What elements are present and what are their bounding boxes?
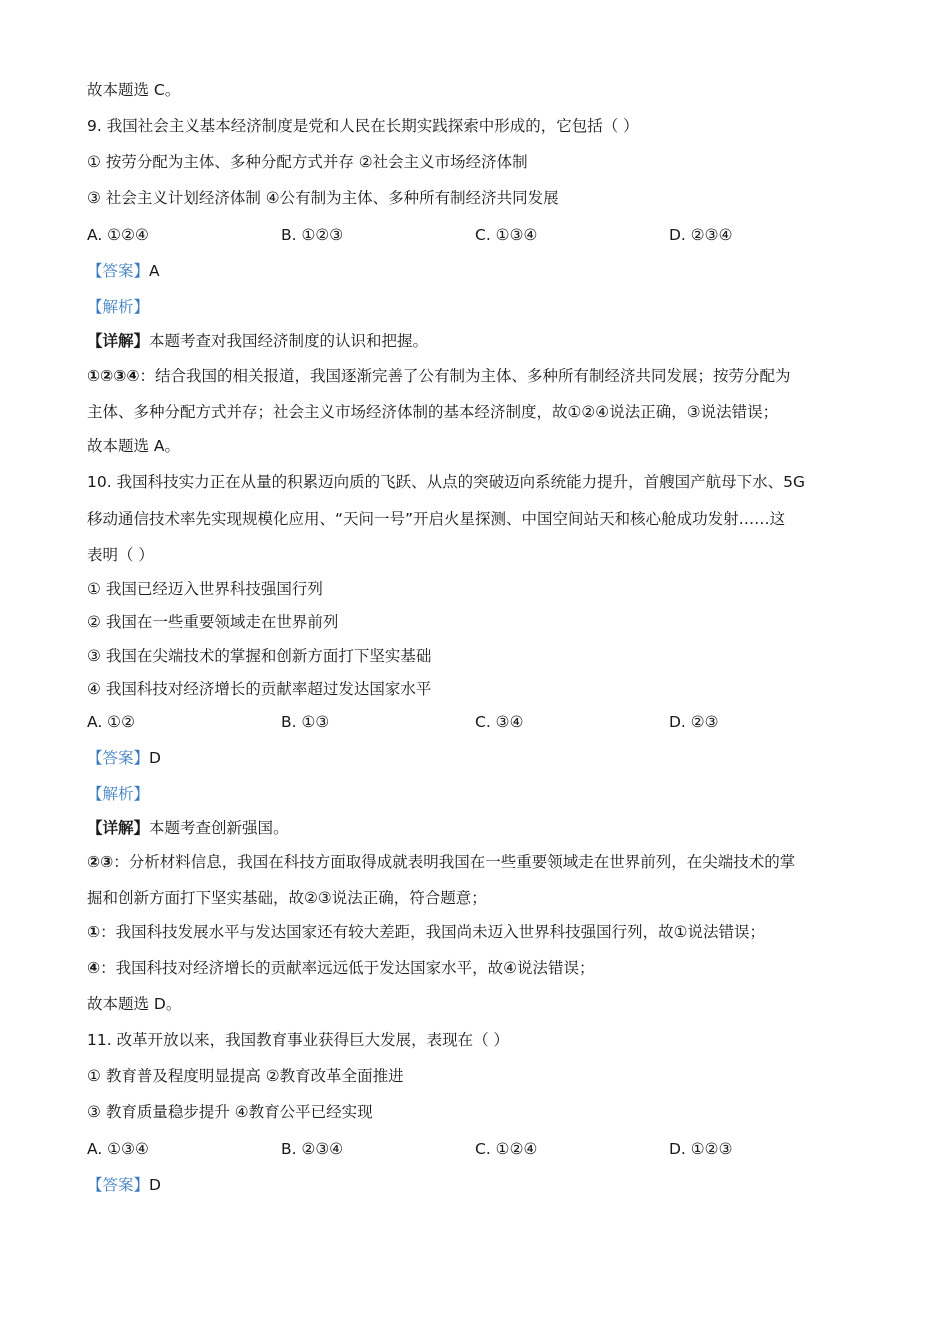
q11-answer xyxy=(87,1175,161,1195)
q10-option-d: D. ②③ xyxy=(669,713,719,731)
q10-statement: ② 我国在一些重要领域走在世界前列 xyxy=(87,613,339,631)
q11-option-d: D. ①②③ xyxy=(669,1140,733,1158)
q9-option-a: A. ①②④ xyxy=(87,226,149,244)
answer-value: A xyxy=(149,262,160,280)
q10-explanation-line xyxy=(87,922,765,942)
q9-option-d: D. ②③④ xyxy=(669,226,733,244)
explanation-text: ：分析材料信息，我国在科技方面取得成就表明我国在一些重要领域走在世界前列，在尖端技术的掌 xyxy=(113,853,796,871)
q10-analysis-tag: 【解析】 xyxy=(87,785,150,803)
q11-option-b: B. ②③④ xyxy=(281,1140,344,1158)
q10-stem-line: 移动通信技术率先实现规模化应用、“天问一号”开启火星探测、中国空间站天和核心舱成功发射……这 xyxy=(87,510,786,528)
q9-statement-line: ① 按劳分配为主体、多种分配方式并存 ②社会主义市场经济体制 xyxy=(87,153,528,171)
answer-value: D xyxy=(149,749,161,767)
q10-statement: ① 我国已经迈入世界科技强国行列 xyxy=(87,580,323,598)
answer-value: D xyxy=(149,1176,161,1194)
answer-tag: 【答案】 xyxy=(87,1176,150,1194)
explanation-text: ：我国科技发展水平与发达国家还有较大差距，我国尚未迈入世界科技强国行列，故①说法错误； xyxy=(100,923,766,941)
q10-answer xyxy=(87,748,161,768)
q10-detail xyxy=(87,818,289,838)
q9-conclusion: 故本题选 A。 xyxy=(87,437,181,455)
q10-explanation-line xyxy=(87,958,595,978)
q8-conclusion: 故本题选 C。 xyxy=(87,81,181,99)
q9-explanation-line: 主体、多种分配方式并存；社会主义市场经济体制的基本经济制度，故①②④说法正确，③说法错误； xyxy=(87,403,779,421)
q10-stem-line: 10. 我国科技实力正在从量的积累迈向质的飞跃、从点的突破迈向系统能力提升，首艘国产航母下水、5G xyxy=(87,473,805,491)
q9-analysis-tag: 【解析】 xyxy=(87,298,150,316)
detail-tag: 【详解】 xyxy=(87,819,150,837)
answer-tag: 【答案】 xyxy=(87,749,150,767)
q10-statement: ③ 我国在尖端技术的掌握和创新方面打下坚实基础 xyxy=(87,647,432,665)
q9-option-c: C. ①③④ xyxy=(475,226,538,244)
q10-explanation-line: 掘和创新方面打下坚实基础，故②③说法正确，符合题意； xyxy=(87,889,487,907)
q9-stem: 9. 我国社会主义基本经济制度是党和人民在长期实践探索中形成的，它包括（ ） xyxy=(87,117,639,135)
q11-stem: 11. 改革开放以来，我国教育事业获得巨大发展，表现在（ ） xyxy=(87,1031,510,1049)
detail-text: 本题考查创新强国。 xyxy=(149,819,289,837)
q10-option-a: A. ①② xyxy=(87,713,135,731)
detail-tag: 【详解】 xyxy=(87,332,150,350)
q10-statement: ④ 我国科技对经济增长的贡献率超过发达国家水平 xyxy=(87,680,432,698)
q9-detail xyxy=(87,331,428,351)
q11-statement-line: ① 教育普及程度明显提高 ②教育改革全面推进 xyxy=(87,1067,404,1085)
explanation-prefix: ① xyxy=(87,923,101,941)
q9-statement-line: ③ 社会主义计划经济体制 ④公有制为主体、多种所有制经济共同发展 xyxy=(87,189,559,207)
explanation-prefix: ①②③④ xyxy=(87,367,140,385)
q9-explanation-line xyxy=(87,366,791,386)
q11-option-a: A. ①③④ xyxy=(87,1140,149,1158)
q9-option-b: B. ①②③ xyxy=(281,226,344,244)
q9-answer xyxy=(87,261,160,281)
q11-option-c: C. ①②④ xyxy=(475,1140,538,1158)
q10-option-b: B. ①③ xyxy=(281,713,330,731)
q11-statement-line: ③ 教育质量稳步提升 ④教育公平已经实现 xyxy=(87,1103,373,1121)
answer-tag: 【答案】 xyxy=(87,262,150,280)
q10-option-c: C. ③④ xyxy=(475,713,524,731)
q10-explanation-line xyxy=(87,852,795,872)
explanation-text: ：结合我国的相关报道，我国逐渐完善了公有制为主体、多种所有制经济共同发展；按劳分配为 xyxy=(139,367,791,385)
detail-text: 本题考查对我国经济制度的认识和把握。 xyxy=(149,332,429,350)
explanation-text: ：我国科技对经济增长的贡献率远远低于发达国家水平，故④说法错误； xyxy=(100,959,595,977)
q10-conclusion: 故本题选 D。 xyxy=(87,995,182,1013)
explanation-prefix: ④ xyxy=(87,959,101,977)
explanation-prefix: ②③ xyxy=(87,853,114,871)
q10-stem-line: 表明（ ） xyxy=(87,546,154,564)
